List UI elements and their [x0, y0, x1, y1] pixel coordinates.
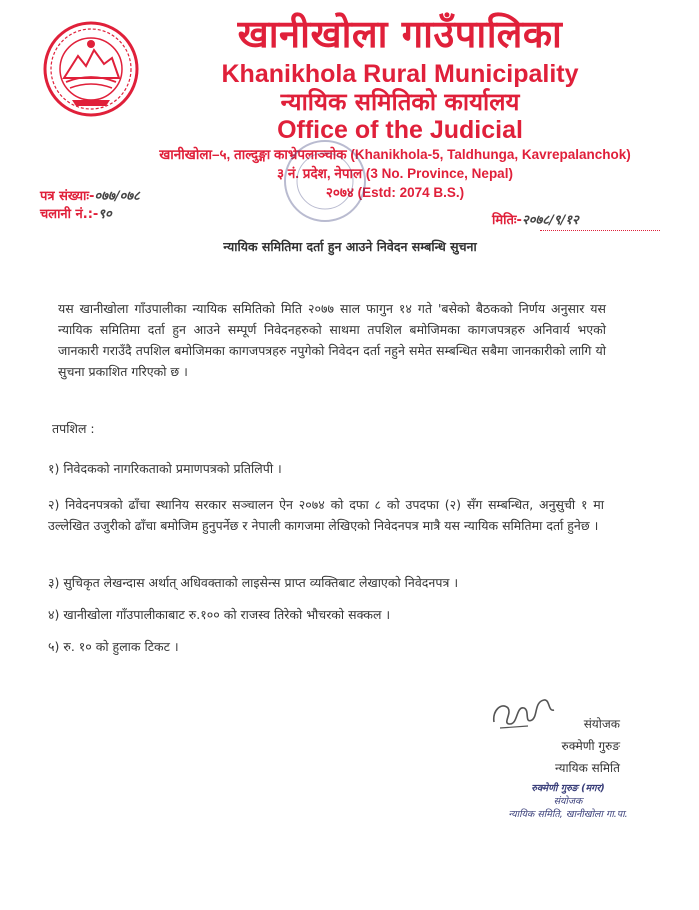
list-item: ४) खानीखोला गाँउपालीकाबाट रु.१०० को राजस्व तिरेको भौचरको सक्कल ।: [48, 607, 391, 622]
date-label: मितिः-: [492, 213, 522, 228]
notice-subject: न्यायिक समितिमा दर्ता हुन आउने निवेदन सम्बन्धि सुचना: [223, 239, 477, 254]
letter-number-value: ०७७/०७८: [94, 189, 140, 204]
municipality-title-np: खानीखोला गाउँपालिका: [237, 12, 563, 56]
dispatch-number-value: ९०: [98, 207, 112, 222]
dispatch-number-label: चलानी नं.:-: [40, 207, 99, 222]
stamp-name: रुक्मेणी गुरुङ (मगर): [531, 783, 605, 794]
list-item: १) निवेदकको नागरिकताको प्रमाणपत्रको प्रतिलिपी ।: [48, 461, 282, 476]
office-stamp-header: [282, 138, 368, 224]
signature-role: संयोजक: [583, 717, 620, 731]
date-underline: [540, 230, 660, 231]
list-item: ३) सुचिकृत लेखन्दास अर्थात् अधिवक्ताको लाइसेन्स प्राप्त व्यक्तिबाट लेखाएको निवेदनपत्र ।: [48, 575, 459, 590]
notice-paragraph: यस खानीखोला गाँउपालीका न्यायिक समितिको मिति २०७७ साल फागुन १४ गते 'बसेको बैठकको निर्णय अनुसार यस न्यायिक समितिमा दर्ता हुन आउने सम्पूर्ण निवेदनहरुको साथमा तपशिल बमोजिमका कागजपत्रहरु अनिवार्य भएको जानकारी गराउँदै तपशिल बमोजिमका कागजपत्रहरु नपुगेको निवेदन दर्ता नहुने समेत सम्बन्धित सबैमा जानकारीको लागि यो सुचना प्रकाशित गरिएको छ ।: [58, 301, 606, 379]
stamp-office: न्यायिक समिति, खानीखोला गा.पा.: [508, 809, 628, 820]
letter-date: [492, 212, 579, 230]
signature-committee: न्यायिक समिति: [554, 761, 620, 775]
dispatch-number: [40, 206, 112, 224]
stamp-role: संयोजक: [553, 796, 583, 807]
list-item: ५) रु. १० को हुलाक टिकट ।: [48, 639, 179, 654]
address-line-1: खानीखोला–५, ताल्दुङ्गा काभ्रेपलाञ्चोक (Khanikhola-5, Taldhunga, Kavrepalanchok): [159, 147, 631, 162]
tapsil-label: तपशिल :: [52, 421, 95, 436]
municipality-title-en: Khanikhola Rural Municipality: [221, 60, 579, 88]
address-line-2: ३ नं. प्रदेश, नेपाल (3 No. Province, Nepal): [277, 166, 513, 181]
date-value: २०७८/९/१२: [521, 213, 579, 228]
municipality-emblem: [42, 20, 140, 118]
emblem-icon: [42, 20, 140, 118]
office-title-np: न्यायिक समितिको कार्यालय: [280, 88, 520, 116]
round-seal-icon: [282, 138, 368, 224]
established-year: २०७४ (Estd: 2074 B.S.): [325, 185, 465, 200]
letter-number-label: पत्र संख्याः-: [40, 189, 95, 204]
letter-number: [40, 188, 140, 206]
list-item: २) निवेदनपत्रको ढाँचा स्थानिय सरकार सञ्चालन ऐन २०७४ को दफा ८ को उपदफा (२) सँग सम्बन्धित, अनुसुची १ मा उल्लेखित उजुरीको ढाँचा बमोजिम हुनुपर्नेछ र नेपाली कागजमा लेखिएको निवेदनपत्र मात्रै यस न्यायिक समितिमा दर्ता हुनेछ ।: [48, 497, 604, 533]
signature-stamp: [508, 782, 628, 821]
office-title-en: Office of the Judicial: [277, 116, 523, 144]
signature-name: रुक्मेणी गुरुङ: [561, 739, 620, 753]
